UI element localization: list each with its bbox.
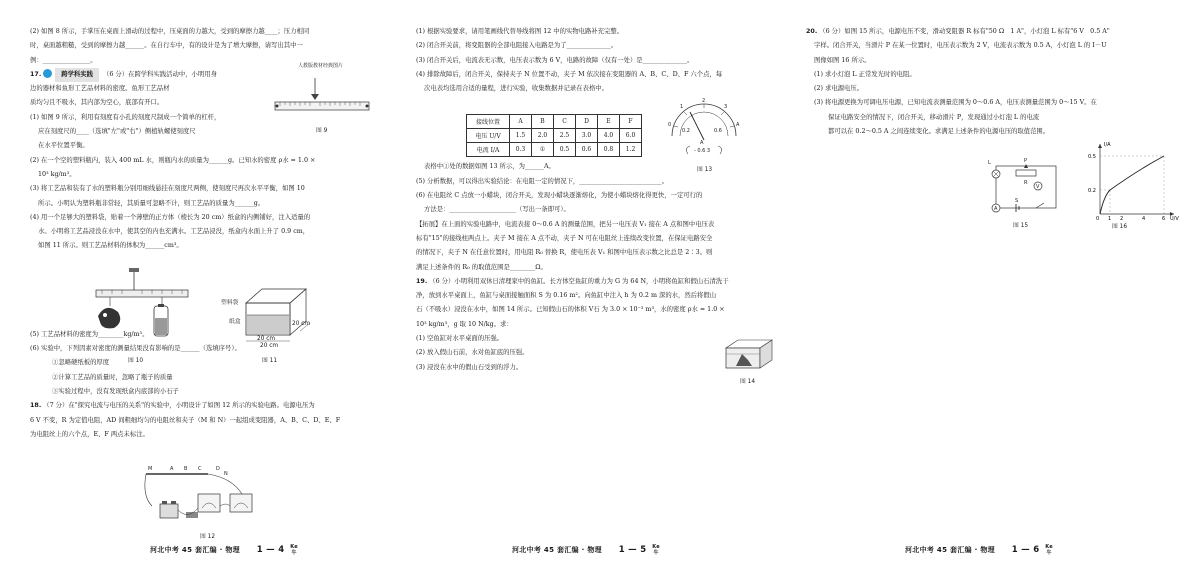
table-cell: B (531, 115, 553, 129)
text-line: (4) 排除故障后，闭合开关，保持夹子 N 位置不动，夹子 M 依次接在变阻器的 A、B、C、D、F 六个点，每 (416, 70, 723, 78)
table-row (467, 115, 642, 129)
svg-text:B: B (184, 466, 188, 472)
y-tick-label: 0.2 (1088, 188, 1096, 194)
page-footer-middle (512, 544, 660, 556)
page-footer-right (905, 544, 1053, 556)
text-line: (2) 闭合开关前，将变阻器的全部电阻接入电路是为了______________。 (416, 42, 618, 50)
footer-title: 河北中考 45 套汇编 · 物理 (150, 546, 240, 554)
text-line: 6 V 不变，R 为定值电阻，AD 间粗细均匀的电阻丝和夹子（M 和 N）一起组成变阻器，A、B、C、D、E、F (30, 416, 341, 424)
figure-11-caption: 图 11 (262, 358, 278, 364)
svg-text:2: 2 (702, 98, 706, 104)
table-cell: 0.3 (509, 143, 531, 157)
text-line: 边的器材和鱼形工艺品材料的密度。鱼形工艺品材 (30, 85, 170, 93)
text-line: (2) 放入假山石前，水对鱼缸底的压强。 (416, 349, 529, 357)
table-cell: A (509, 115, 531, 129)
figure-11-bag-label: 塑料袋 (221, 300, 239, 306)
text-line: (1) 求小灯泡 L 正常发光时的电阻。 (814, 70, 916, 78)
table-cell: E (597, 115, 619, 129)
y-axis-label: I/A (1104, 142, 1111, 148)
x-tick-label: 1 (1108, 216, 1112, 222)
y-tick-label: 0.5 (1088, 154, 1096, 160)
svg-text:- 0.6 3: - 0.6 3 (694, 148, 711, 154)
table-cell: F (619, 115, 641, 129)
table-cell: 2.0 (531, 129, 553, 143)
text-line: 水。小明将工艺品浸没在水中，使其空的内也充满水。工艺品浸没，纸盒内水面上升了 0.9 cm， (38, 228, 310, 236)
table-row (467, 129, 642, 143)
extension-line: 标有"15"的接线柱两点上。夹子 M 接在 A 点不动，夹子 N 可在电阻丝上连续改变位置，在保证电路安全 (416, 234, 713, 242)
text-line: 表格中①处的数据如图 13 所示，为______A。 (424, 163, 555, 171)
text-line: (2) 求电源电压。 (814, 85, 864, 93)
extension-line: 的情况下，夹子 N 在任意位置时，用电阻 R₀ 替换 R，使电压表 V₁ 和图中电压表示数之比总是 2∶3。则 (416, 249, 713, 257)
svg-text:M: M (148, 466, 153, 472)
table-cell: 0.5 (553, 143, 575, 157)
table-header-cell: 电流 I/A (467, 143, 510, 157)
text-line: (3) 闭合开关后，电流表无示数，电压表示数为 6 V，电路的故障（仅有一处）是______________。 (416, 56, 694, 64)
svg-text:S: S (1015, 198, 1019, 204)
svg-text:A: A (700, 140, 704, 146)
page-number: 1 — 4 (256, 545, 285, 555)
x-tick-label: 6 (1162, 216, 1166, 222)
option-line: ②计算工艺品的质量时，忽略了瓶子的质量 (52, 373, 173, 381)
question-19-heading: 19. （6 分）小明利用双休日清理家中的鱼缸。长方体空鱼缸的重力为 G 为 64 N，小明将鱼缸和假山石清洗干 (416, 277, 729, 285)
figure-13-ammeter (664, 96, 744, 160)
topic-tag: 跨学科实践 (55, 68, 99, 82)
table-cell: C (553, 115, 575, 129)
svg-text:P: P (1024, 158, 1028, 164)
figure-11-dim-height: 20 cm (260, 343, 279, 349)
table-cell: D (575, 115, 597, 129)
text-line: (1) 根据实验要求，请用笔画线代替导线将图 12 中的实物电路补充完整。 (416, 28, 624, 35)
svg-text:1: 1 (680, 104, 684, 110)
text-line: (3) 将工艺品和装有了水的塑料瓶分别用细线悬挂在刻度尺两侧，使刻度尺再次水平平衡，如图 10 (30, 185, 305, 193)
x-tick-label: 4 (1142, 216, 1146, 222)
text-line: (5) 分析数据，可以得出实验结论：在电阻一定的情况下，__________________________。 (416, 177, 669, 185)
svg-text:C: C (198, 466, 202, 472)
data-table (466, 114, 642, 157)
figure-9-caption: 图 9 (316, 128, 328, 134)
text-line: 10³ kg/m³。 (38, 170, 76, 178)
figure-11-box-label: 纸盒 (229, 319, 241, 325)
svg-text:0.6: 0.6 (714, 128, 722, 134)
x-tick-label: 0 (1096, 216, 1100, 222)
text-line: (2) 如图 8 所示，手掌压在桌面上滑动的过程中，压桌面的力越大，受到的摩擦力越____；压力相同 (30, 28, 310, 35)
text-line: (3) 将电源更换为可调电压电源，已知电流表测量范围为 0～0.6 A，电压表测量范围为 0～15 V。在 (814, 99, 1097, 107)
option-line: ③实验过程中，没有发现纸盒内底部的小石子 (52, 387, 179, 395)
text-line: 如图 11 所示。则工艺品材料的体积为______cm³。 (38, 242, 183, 250)
figure-11-dim-depth: 20 cm (292, 321, 311, 327)
text-line: 例：_______________。 (30, 56, 97, 64)
svg-text:A: A (736, 122, 740, 128)
figure-10-caption: 图 10 (128, 358, 144, 364)
text-line: 方法是：_____________________（写出一条即可）。 (424, 206, 570, 214)
publisher-logo-icon: Ke 牛 (652, 544, 660, 556)
text-line: (1) 如图 9 所示，利用有刻度有小孔的刻度尺制成一个简单的杠杆， (30, 113, 221, 121)
svg-text:N: N (224, 471, 228, 477)
x-axis-label: U/V (1170, 216, 1179, 222)
table-cell: 2.5 (553, 129, 575, 143)
figure-14-caption: 图 14 (740, 379, 756, 385)
table-cell: 6.0 (619, 129, 641, 143)
figure-9-ruler (265, 78, 375, 118)
svg-text:0: 0 (668, 122, 672, 128)
figure-16-caption: 图 16 (1112, 224, 1128, 230)
option-line: ①忽略硬纸板的厚度 (52, 359, 110, 367)
figure-15-circuit (986, 156, 1064, 218)
figure-14-fish-tank (720, 338, 778, 372)
text-line: 质均匀且不吸水，其内部为空心，底部有开口。 (30, 99, 164, 107)
text-line: (6) 实验中，下列因素对密度的测量结果没有影响的是______（选填序号）。 (30, 345, 241, 353)
question-17-heading: 17. 跨学科实践 （6 分）在跨学科实践活动中，小明用身 (30, 68, 384, 82)
text-line: 净，放到水平桌面上，鱼缸与桌面接触面积 S 为 0.16 m²。向鱼缸中注入 h 为 0.2 m 深的水，然后将假山 (416, 292, 717, 300)
text-line: 为电阻丝上的六个点，E、F 两点未标注。 (30, 430, 149, 438)
text-line: (5) 工艺品材料的密度为________kg/m³。 (30, 330, 149, 338)
svg-text:A: A (994, 206, 998, 212)
svg-text:V: V (1036, 184, 1040, 190)
table-cell: 1.5 (509, 129, 531, 143)
extension-line: 【拓展】在上面的实验电路中，电流表接 0～0.6 A 的测量范围，把另一电压表 V₁ 接在 A 点和图中电压表 (416, 220, 715, 228)
text-line: 保证电路安全的情况下，闭合开关，移动滑片 P，发现通过小灯泡 L 的电流 (828, 113, 1040, 121)
badge-icon (43, 69, 52, 78)
table-header-cell: 电压 U/V (467, 129, 510, 143)
table-row (467, 143, 642, 157)
text-line: 10³ kg/m³，g 取 10 N/kg。求： (416, 320, 513, 328)
figure-16-graph (1078, 140, 1178, 220)
extension-line: 满足上述条件的 R₀ 的取值范围是________Ω。 (416, 263, 547, 271)
text-line: (3) 浸没在水中的假山石受到的浮力。 (416, 363, 523, 371)
text-line: 次电表均选用合适的量程，进行实验，收集数据并记录在表格中。 (424, 85, 608, 93)
table-cell: 0.6 (575, 143, 597, 157)
text-line: 石（不吸水）浸没在水中，如图 14 所示。已知假山石的体积 V石 为 3.0 × 10⁻³ m³，水的密度 ρ水 = 1.0 × (416, 306, 725, 314)
publisher-logo-icon: Ke 牛 (1045, 544, 1053, 556)
table-cell: 3.0 (575, 129, 597, 143)
text-line: (6) 在电阻丝 C 点放一小蜡块，闭合开关，发现小蜡块逐渐熔化，为使小蜡块熔化得更快，一定可行的 (416, 192, 703, 200)
page-footer-left (150, 544, 298, 556)
text-line: 都可以在 0.2～0.5 A 之间连续变化。求满足上述条件的电源电压的取值范围。 (828, 128, 1050, 136)
table-cell: 4.0 (597, 129, 619, 143)
page-number: 1 — 6 (1011, 545, 1040, 555)
text-line: (4) 用一个足够大的塑料袋，贴着一个薄壁的正方体（棱长为 20 cm）纸盒的内侧铺好，注入适量的 (30, 213, 311, 221)
table-cell: 0.8 (597, 143, 619, 157)
figure-13-caption: 图 13 (697, 167, 713, 173)
figure-12-caption: 图 12 (200, 534, 216, 540)
figure-10-balance (92, 268, 192, 340)
svg-text:0.2: 0.2 (682, 128, 690, 134)
text-line: (2) 在一个空的塑料瓶内，装入 400 mL 水，则瓶内水的质量为______g。已知水的密度 ρ水 = 1.0 × (30, 156, 316, 164)
text-line: (1) 空鱼缸对水平桌面的压强。 (416, 335, 504, 343)
footer-title: 河北中考 45 套汇编 · 物理 (905, 546, 995, 554)
figure-15-caption: 图 15 (1013, 223, 1029, 229)
figure-11-box (236, 283, 318, 348)
text-line: 字样。闭合开关，当滑片 P 在某一位置时，电压表示数为 2 V，电流表示数为 0.5 A，小灯泡 L 的 I－U (814, 42, 1107, 50)
text-line: 时，桌面越粗糙，受到的摩擦力越______。在自行车中，有的设计是为了增大摩擦，请写出其中一 (30, 42, 303, 50)
question-18-heading: 18. （7 分）在"探究电流与电压的关系"的实验中，小明设计了如图 12 所示的实验电路。电源电压为 (30, 402, 315, 410)
figure-source-tag: 人教版教材经典图片 (298, 63, 344, 69)
figure-space (30, 254, 384, 328)
page-column-3 (806, 0, 1168, 579)
svg-text:D: D (216, 466, 220, 472)
svg-text:L: L (988, 160, 991, 166)
text-line: 图像如图 16 所示。 (814, 56, 871, 64)
text-line: 在水平位置平衡。 (38, 142, 89, 150)
figure-11-dim-width: 20 cm (257, 336, 276, 342)
table-header-cell: 接线位置 (467, 115, 510, 129)
text-line: 所示。小明认为塑料瓶非常轻，其质量可忽略不计，则工艺品的质量为______g。 (38, 199, 265, 207)
page-number: 1 — 5 (618, 545, 647, 555)
publisher-logo-icon: Ke 牛 (290, 544, 298, 556)
question-20-heading: 20. （6 分）如图 15 所示，电源电压不变，滑动变阻器 R 标有"50 Ω 1 A"，小灯泡 L 标有"6 V 0.5 A" (806, 28, 1110, 35)
svg-text:A: A (170, 466, 174, 472)
x-tick-label: 2 (1120, 216, 1124, 222)
figure-12-circuit (142, 466, 272, 528)
table-cell: 1.2 (619, 143, 641, 157)
svg-text:R: R (1024, 180, 1028, 186)
svg-text:3: 3 (724, 104, 728, 110)
page-column-2 (416, 0, 778, 579)
table-cell: ① (531, 143, 553, 157)
text-line: 应在刻度尺的____（选填"左"或"右"）侧植轨螺使刻度尺 (38, 128, 196, 136)
footer-title: 河北中考 45 套汇编 · 物理 (512, 546, 602, 554)
